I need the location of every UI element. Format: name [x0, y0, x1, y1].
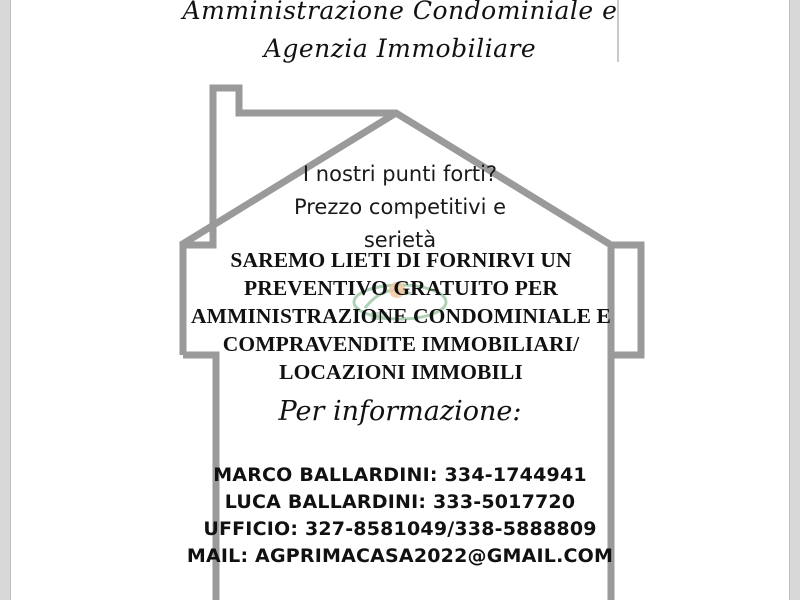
contact-list: [11, 462, 789, 570]
page-left-edge: [0, 0, 11, 600]
offer-statement-line-1: SAREMO LIETI DI FORNIRVI UN: [230, 248, 572, 272]
flyer-sheet: [11, 0, 789, 600]
header-line-2: Agenzia Immobiliare: [263, 34, 537, 63]
strengths-line-2: Prezzo competitivi e: [293, 195, 507, 219]
page-right-edge-rule: [789, 0, 790, 600]
strengths-line-1: I nostri punti forti?: [302, 162, 498, 186]
offer-statement-line-2: PREVENTIVO GRATUITO PER: [243, 276, 559, 300]
contact-item-marco: MARCO BALLARDINI: 334-1744941: [213, 464, 587, 486]
offer-statement-line-3: AMMINISTRAZIONE CONDOMINIALE E: [191, 304, 611, 328]
page-right-edge: [789, 0, 800, 600]
contact-item-luca: LUCA BALLARDINI: 333-5017720: [224, 491, 576, 513]
offer-statement-block: [151, 246, 651, 386]
strengths-line-3: serietà: [363, 228, 437, 252]
contact-item-mail: MAIL: AGPRIMACASA2022@GMAIL.COM: [186, 545, 614, 567]
strengths-block: [11, 158, 789, 257]
header-line-1: Amministrazione Condominiale e: [182, 0, 618, 25]
offer-statement-line-5: LOCAZIONI IMMOBILI: [279, 360, 523, 384]
flyer-header: [11, 0, 789, 64]
offer-statement-line-4: COMPRAVENDITE IMMOBILIARI/: [222, 332, 580, 356]
contact-item-ufficio: UFFICIO: 327-8581049/338-5888809: [203, 518, 597, 540]
contact-section-title: Per informazione:: [278, 396, 522, 427]
